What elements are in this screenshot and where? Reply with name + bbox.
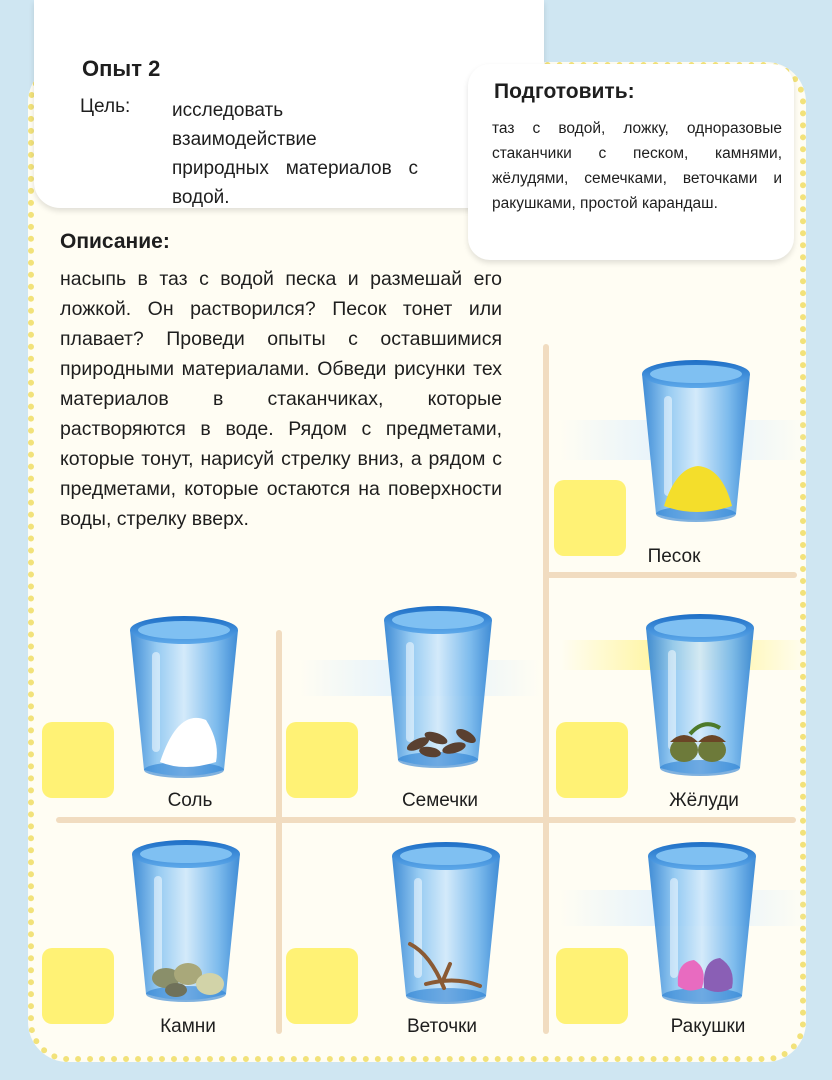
- material-label-shells: Ракушки: [670, 1016, 746, 1037]
- material-label-stones: Камни: [160, 1016, 216, 1037]
- grid-line-horizontal: [543, 572, 797, 578]
- goal-label: Цель:: [80, 96, 131, 117]
- glass-shells-icon: [642, 838, 762, 1008]
- answer-box-acorns[interactable]: [556, 722, 628, 798]
- grid-line-vertical: [543, 344, 549, 1034]
- experiment-title: Опыт 2: [82, 56, 161, 81]
- answer-box-stones[interactable]: [42, 948, 114, 1024]
- material-label-salt: Соль: [167, 790, 213, 811]
- glass-acorns-icon: [640, 610, 760, 780]
- description-text: насыпь в таз с водой песка и размешай его ложкой. Он растворился? Песок тонет или плавает? Проведи опыты с оставшимися природными материалами. Обведи рисунки тех материалов в стаканчиках, которые растворяются в воде. Рядом с предметами, которые тонут, нарисуй стрелку вниз, а рядом с предметами, которые остаются на поверхности воды, стрелку вверх.: [60, 268, 502, 530]
- material-label-acorns: Жёлуди: [669, 790, 739, 811]
- answer-box-shells[interactable]: [556, 948, 628, 1024]
- material-label-twigs: Веточки: [406, 1016, 478, 1037]
- description-title: Описание:: [60, 230, 170, 253]
- grid-line-horizontal: [56, 817, 796, 823]
- prepare-text: таз с водой, ложку, одноразовые стаканчики с песком, камнями, жёлудями, семечками, веточками и ракушками, простой карандаш.: [492, 120, 782, 212]
- material-label-seeds: Семечки: [401, 790, 479, 811]
- glass-seeds-icon: [378, 602, 498, 772]
- answer-box-seeds[interactable]: [286, 722, 358, 798]
- answer-box-sand[interactable]: [554, 480, 626, 556]
- grid-line-vertical: [276, 630, 282, 1034]
- glass-stones-icon: [126, 836, 246, 1006]
- goal-text: исследовать взаимодействие природных материалов с водой.: [172, 100, 418, 208]
- glass-sand-icon: [636, 356, 756, 526]
- prepare-title: Подготовить:: [494, 80, 635, 103]
- glass-twigs-icon: [386, 838, 506, 1008]
- answer-box-salt[interactable]: [42, 722, 114, 798]
- material-label-sand: Песок: [647, 546, 701, 567]
- glass-salt-icon: [124, 612, 244, 782]
- answer-box-twigs[interactable]: [286, 948, 358, 1024]
